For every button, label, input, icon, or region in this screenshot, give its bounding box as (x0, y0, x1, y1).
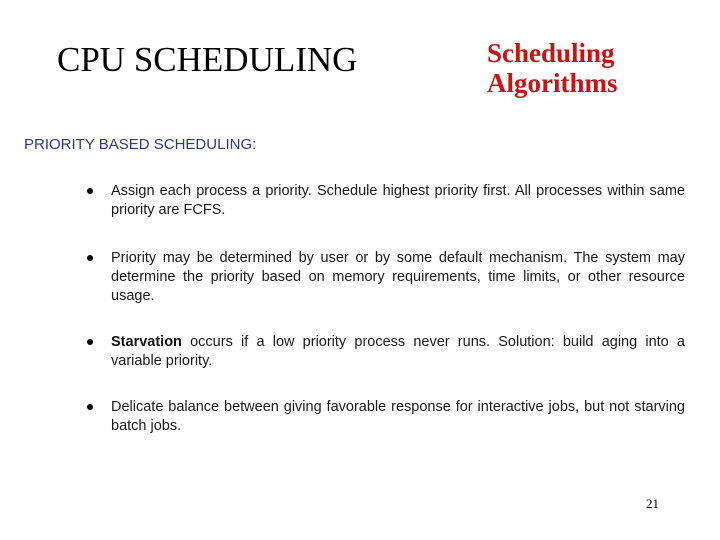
slide-subtitle (487, 38, 618, 98)
subtitle-line-1: Scheduling (487, 38, 615, 68)
bullet-dot-icon (87, 404, 93, 410)
section-heading: PRIORITY BASED SCHEDULING: (24, 136, 257, 153)
bullet-text: Assign each process a priority. Schedule highest priority first. All processes within same priority are FCFS. (111, 183, 685, 218)
bullet-dot-icon (87, 339, 93, 345)
bullet-text: Priority may be determined by user or by some default mechanism. The system may determine the priority based on memory requirements, time limits, or other resource usage. (111, 250, 685, 304)
starvation-term: Starvation (111, 334, 182, 350)
bullet-dot-icon (87, 188, 93, 194)
page-number: 21 (646, 496, 659, 511)
bullet-text: Delicate balance between giving favorable response for interactive jobs, but not starving batch jobs. (111, 399, 685, 434)
slide-title: CPU SCHEDULING (57, 40, 358, 79)
bullet-dot-icon (87, 255, 93, 261)
bullet-text: Starvation occurs if a low priority process never runs. Solution: build aging into a variable priority. (111, 334, 685, 369)
subtitle-line-2: Algorithms (487, 68, 618, 98)
